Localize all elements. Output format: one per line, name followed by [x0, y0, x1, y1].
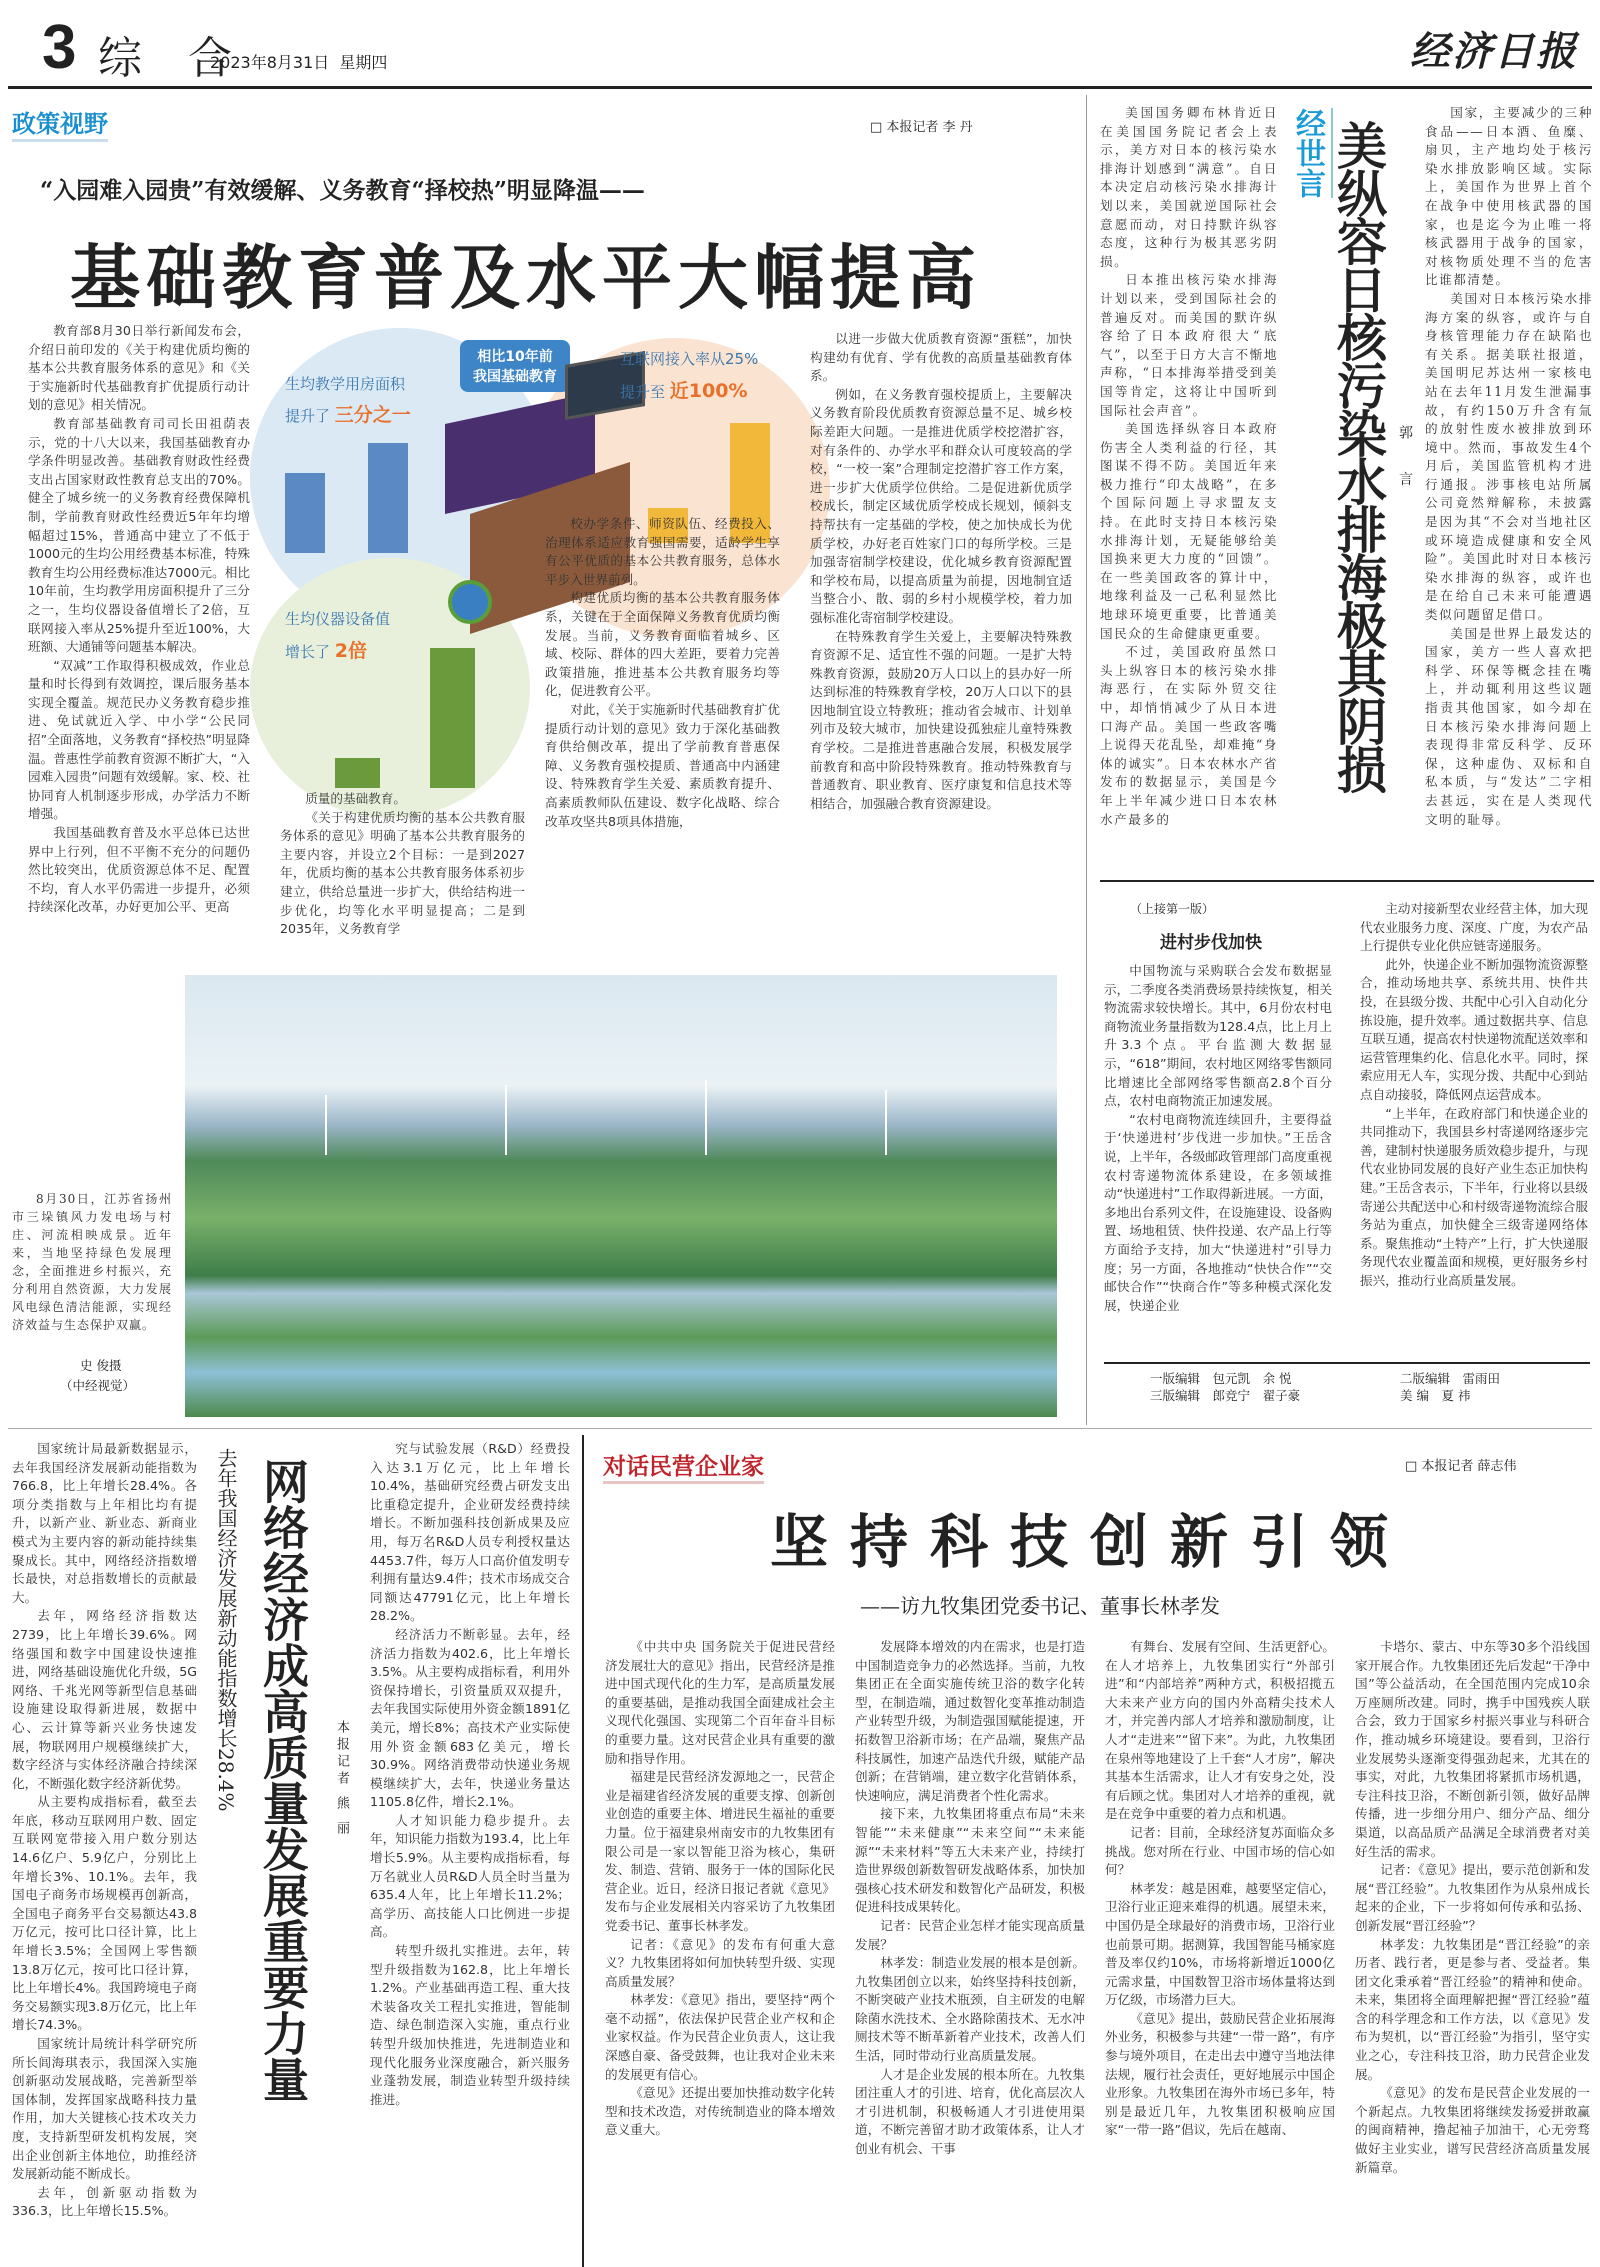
education-col-2 — [280, 790, 525, 942]
body-text — [810, 330, 1072, 813]
paragraph: 中国物流与采购联合会发布数据显示，二季度各类消费场景持续恢复，相关物流需求较快增长。其中，6月份农村电商物流业务量指数为128.4点，比上月上升3.3个点。平台监测大数据显示，“618”期间，农村地区网络零售额同比增速比全部网络零售额高2.8个百分点，农村电商物流正加速发展。 — [1104, 963, 1332, 1109]
editor-line: 美 编 夏 祎 — [1400, 1388, 1471, 1403]
commentary-author: 郭 言 — [1397, 425, 1413, 500]
commentary-right — [1425, 104, 1593, 874]
paragraph: 记者：《意见》提出，要示范创新和发展“晋江经验”。九牧集团作为从泉州成长起来的企业，下一步将如何传承和弘扬、创新发展“晋江经验”？ — [1355, 1862, 1590, 1933]
continued-note: （上接第一版） — [1130, 902, 1215, 916]
body-text — [1425, 104, 1593, 829]
education-col-3 — [545, 515, 780, 942]
globe-icon — [448, 580, 492, 624]
headline: 基础教育普及水平大幅提高 — [70, 237, 982, 319]
interview-col-2 — [855, 1638, 1085, 2267]
column-divider — [1086, 95, 1087, 1425]
network-headline: 网络经济成高质量发展重要力量 — [256, 1458, 310, 2102]
turbine-icon — [705, 1080, 707, 1155]
paragraph: “双减”工作取得积极成效，作业总量和时长得到有效调控，课后服务基本实现全覆盖。规范民办义务教育稳步推进、免试就近入学、中小学“公民同招”全面落地，义务教育“择校热”明显降温。普惠性学前教育资源不断扩大，“入园难入园贵”问题有效缓解。家、校、社协同育人机制逐步形成，办学活力不断增强。 — [28, 657, 250, 822]
stat-a-prefix: 提升了 — [285, 407, 331, 425]
network-col-1 — [12, 1440, 197, 2219]
body-text — [370, 1440, 570, 2109]
photo-source: （中经视觉） — [60, 1378, 136, 1393]
graphic-center-label: 相比10年前 我国基础教育 — [460, 340, 570, 392]
express-headline: 进村步伐加快 — [1160, 933, 1262, 953]
section-name: 综 合 — [98, 33, 248, 84]
stat-c-label: 生均仪器设备值 — [285, 610, 391, 628]
stat-c-prefix: 增长了 — [285, 643, 331, 661]
paragraph: 美国对日本核污染水排海方案的纵容，或许与自身核管理能力存在缺陷也有关系。据美联社报道，美国明尼苏达州一家核电站在去年11月发生泄漏事故，有约150万升含有氚的放射性废水被排放到环境中。然而，事故发生4个月后，美国监管机构才进行通报。涉事核电站所属公司竟然辩解称，未披露是因为其“不会对当地社区或环境造成健康和安全风险”。美国此时对日本核污染水排海的纵容，或许也是在给自己未来可能遭遇类似问题留足借口。 — [1425, 290, 1593, 623]
issue-date: 2023年8月31日 星期四 — [210, 53, 388, 72]
bar-a-before — [285, 473, 325, 553]
paragraph: “农村电商物流连续回升，主要得益于‘快递进村’步伐进一步加快。”王岳含说，上半年，各级邮政管理部门高度重视农村寄递物流体系建设，在多领域推动“快递进村”工作取得新进展。一方面，多地出台系列文件，在设施建设、设备购置、场地租赁、快件投递、农产品上行等方面给予支持，加大“快递进村”引导力度；另一方面，各地推动“快快合作”“交邮快合作”“快商合作”等多种模式深化发展，快递企业 — [1104, 1111, 1332, 1313]
caption-text: 8月30日，江苏省扬州市三垛镇风力发电场与村庄、河流相映成景。近年来，当地坚持绿色发展理念，全面推进乡村振兴，充分利用自然资源，大力发展风电绿色清洁能源，实现经济效益与生态保护双赢。 — [12, 1192, 172, 1332]
paragraph: 校办学条件、师资队伍、经费投入、治理体系适应教育强国需要，适龄学生享有公平优质的基本公共教育服务，总体水平步入世界前列。 — [545, 516, 780, 587]
paragraph: 从主要构成指标看，截至去年底，移动互联网用户数、固定互联网宽带接入用户数分别达14.6亿户、5.9亿户，分别比上年增长3%、10.1%。去年，我国电子商务市场规模再创新高，全国电子商务平台交易额达43.8万亿元，按可比口径计算，比上年增长3.5%；全国网上零售额13.8万亿元，按可比口径计算，比上年增长4%。我国跨境电子商务交易额实现3.8万亿元，比上年增长74.3%。 — [12, 1794, 197, 2033]
paragraph: 美国国务卿布林肯近日在美国国务院记者会上表示，美方对日本的核污染水排海计划感到“满意”。自日本决定启动核污染水排海计划以来，美国就逆国际社会意愿而动，对日持默许纵容态度，这种行为极其恶劣阴损。 — [1100, 105, 1278, 269]
newspaper-logo: 经济日报 — [1410, 28, 1578, 75]
body-text — [605, 1638, 835, 2140]
turbine-icon — [885, 1090, 887, 1155]
paragraph: 林孝发：越是困难，越要坚定信心，卫浴行业正迎来难得的机遇。展望未来，中国仍是全球最好的消费市场，卫浴行业也前景可期。据测算，我国智能马桶家庭普及率仅约10%，市场将新增近1000亿元需求量，中国数智卫浴市场体量将达到万亿级，市场潜力巨大。 — [1105, 1880, 1335, 2008]
paragraph: 记者：民营企业怎样才能实现高质量发展？ — [855, 1917, 1085, 1952]
editors-credits — [1150, 1370, 1590, 1404]
paragraph: 去年，创新驱动指数为336.3，比上年增长15.5%。 — [12, 2184, 197, 2219]
bar-a-after — [368, 443, 408, 553]
stat-b-prefix: 提升至 — [620, 383, 666, 401]
paragraph: 接下来，九牧集团将重点布局“未来智能”“未来健康”“未来空间”“未来能源”“未来材料”等五大未来产业，持续打造世界级创新数智研发战略体系，加快加强核心技术研发和数智化产品研发，积极促进科技成果转化。 — [855, 1806, 1085, 1915]
paragraph: 转型升级扎实推进。去年，转型升级指数为162.8，比上年增长1.2%。产业基础再造工程、重大技术装备攻关工程扎实推进，智能制造、绿色制造深入实施，重点行业转型升级加快推进，先进制造业和现代化服务业深度融合，新兴服务业蓬勃发展，制造业转型升级持续推进。 — [370, 1943, 570, 2107]
paragraph: 教育部8月30日举行新闻发布会，介绍日前印发的《关于构建优质均衡的基本公共教育服务体系的意见》和《关于实施新时代基础教育扩优提质行动计划的意见》相关情况。 — [28, 323, 250, 413]
paragraph: 对此，《关于实施新时代基础教育扩优提质行动计划的意见》致力于深化基础教育供给侧改革，提出了学前教育普惠保障、义务教育强校提质、普通高中内涵建设、特殊教育学生关爱、素质教育提升、高素质教师队伍建设、数字化战略、综合改革攻坚共8项具体措施， — [545, 701, 780, 829]
express-col-2 — [1360, 900, 1588, 1354]
paragraph: 有舞台、发展有空间、生活更舒心。在人才培养上，九牧集团实行“外部引进”和“内部培养”两种方式，积极招揽五大未来产业方向的国内外高精尖技术人才，并完善内部人才培养和激励制度，让人才“走进来”“留下来”。为此，九牧集团在泉州等地建设了上千套“人才房”，解决其基本生活需求，让人才有安身之处，没有后顾之忧。集团对人才培养的重视，就是在竞争中重要的着力点和机遇。 — [1105, 1639, 1335, 1822]
bar-c-before — [335, 758, 380, 788]
commentary-left — [1100, 104, 1278, 827]
paragraph: 人才知识能力稳步提升。去年，知识能力指数为193.4，比上年增长5.9%。从主要构成指标看，每万名就业人员R&D人员全时当量为635.4人年，比上年增长11.2%；高学历、高技能人口比例进一步提高。 — [370, 1812, 570, 1940]
paragraph: 记者：《意见》的发布有何重大意义？九牧集团将如何加快转型升级、实现高质量发展？ — [605, 1936, 835, 1989]
page-number: 3 — [42, 13, 77, 82]
education-col-4 — [810, 330, 1072, 942]
column-divider — [582, 1435, 584, 2267]
paragraph: 国家统计局统计科学研究所所长闾海琪表示，我国深入实施创新驱动发展战略，完善新型举国体制，发挥国家战略科技力量作用，加大关键核心技术攻关力度，支持新型研发机构发展，突出企业创新主体地位，助推经济发展新动能不断成长。 — [12, 2036, 197, 2182]
interview-headline: 坚持科技创新引领 — [770, 1508, 1411, 1576]
paragraph: 卡塔尔、蒙古、中东等30多个沿线国家开展合作。九牧集团还先后发起“干净中国”等公益活动，在全国范围内完成10余万座厕所改建。同时，携手中国残疾人联合会，致力于国家乡村振兴事业与科研合作，推动城乡环境建设。要看到，卫浴行业发展势头逐渐变得强劲起来，尤其在的事实，对此，九牧集团将紧抓市场机遇，专注科技卫浴，不断创新引领，做好品牌传播，进一步细分用户、细分产品、细分渠道，以高品质产品满足全球消费者对美好生活的需求。 — [1355, 1639, 1590, 1859]
body-text — [28, 322, 250, 917]
section-rule — [1100, 880, 1594, 882]
interview-column-tag: 对话民营企业家 — [603, 1448, 764, 1484]
interview-subtitle: ——访九牧集团党委书记、董事长林孝发 — [860, 1594, 1220, 1618]
editor-line: 一版编辑 包元凯 余 悦 — [1150, 1371, 1292, 1386]
commentary-column-tag: 经世言 — [1285, 108, 1333, 198]
paragraph: 美国是世界上最发达的国家，美方一些人喜欢把科学、环保等概念挂在嘴上，并动辄利用这些议题指责其他国家，如今却在日本核污染水排海问题上表现得非常反科学、反环保，这种虚伪、双标和自私本质，与“发达”二字相去甚远，实在是人类现代文明的耻辱。 — [1425, 625, 1593, 827]
body-text — [1100, 104, 1278, 829]
interview-col-1 — [605, 1638, 835, 2267]
turbine-icon — [505, 1085, 507, 1155]
turbine-icon — [325, 1095, 327, 1155]
network-col-2 — [370, 1440, 570, 2267]
paragraph: 以进一步做大优质教育资源“蛋糕”，加快构建幼有优育、学有优教的高质量基础教育体系。 — [810, 331, 1072, 384]
paragraph: 在特殊教育学生关爱上，主要解决特殊教育资源不足、适宜性不强的问题。一是扩大特殊教育资源，鼓励20万人口以上的县办好一所达到标准的特殊教育学校，20万人口以下的县因地制宜设立特教班；推动省会城市、计划单列市及较大城市，加快建设孤独症儿童特殊教育学校。二是推进普惠融合发展，积极发展学前教育和高中阶段特殊教育。推动特殊教育与普通教育、职业教育、医疗康复和信息技术等相结合，加强融合教育资源建设。 — [810, 628, 1072, 811]
paragraph: 林孝发：《意见》指出，要坚持“两个毫不动摇”，依法保护民营企业产权和企业家权益。作为民营企业负责人，这让我深感自豪、备受鼓舞，也让我对企业未来的发展更有信心。 — [605, 1992, 835, 2082]
paragraph: 福建是民营经济发源地之一，民营企业是福建省经济发展的重要支撑、创新创业创造的重要主体、增进民生福祉的重要力量。位于福建泉州南安市的九牧集团有限公司是一家以智能卫浴为核心，集研发、制造、营销、服务于一体的国际化民营企业。近日，经济日报记者就《意见》发布与企业发展相关内容采访了九牧集团党委书记、董事长林孝发。 — [605, 1769, 835, 1933]
header-rule — [8, 86, 1592, 89]
paragraph: 《关于构建优质均衡的基本公共教育服务体系的意见》明确了基本公共教育服务的主要内容，并设立2个目标：一是到2027年，优质均衡的基本公共教育服务体系初步建立，供给总量进一步扩大，供给结构进一步优化，均等化水平明显提高；二是到2035年，义务教育学 — [280, 809, 525, 937]
paragraph: 国家，主要减少的三种食品——日本酒、鱼糜、扇贝，主产地均处于核污染水排放影响区域。实际上，美国作为世界上首个在战争中使用核武器的国家，也是迄今为止唯一将核武器用于战争的国家，对核物质处理不当的危害比谁都清楚。 — [1425, 105, 1593, 288]
paragraph: 《意见》提出，鼓励民营企业拓展海外业务，积极参与共建“一带一路”，有序参与境外项目，在走出去中遵守当地法律法规，履行社会责任，更好地展示中国企业形象。九牧集团在海外市场已多年，特别是最近几年，九牧集团积极响应国家“一带一路”倡议，先后在越南、 — [1105, 2010, 1335, 2138]
paragraph: 构建优质均衡的基本公共教育服务体系，关键在于全面保障义务教育优质均衡发展。当前，义务教育面临着城乡、区域、校际、群体的四大差距，要着力完善政策措施，推进基本公共教育服务均等化，促进教育公平。 — [545, 590, 780, 699]
paragraph: 质量的基础教育。 — [305, 791, 406, 806]
wind-farm-photo — [185, 975, 1057, 1417]
paragraph: 教育部基础教育司司长田祖荫表示，党的十八大以来，我国基础教育办学条件明显改善。基础教育财政性经费支出占国家财政性教育总支出的70%。健全了城乡统一的义务教育经费保障机制，学前教育财政性经费近5年年均增幅超过15%，普通高中建立了不低于1000元的生均公用经费基本标准，特殊教育生均公用经费标准达7000元。相比10年前，生均教学用房面积提升了三分之一，生均仪器设备值增长了2倍，互联网接入率从25%提升至近100%，大班额、大通铺等问题基本解决。 — [28, 415, 250, 655]
paragraph: 《意见》的发布是民营企业发展的一个新起点。九牧集团将继续发扬爱拼敢赢的闽商精神，撸起袖子加油干，心无旁骛做好主业实业，谱写民营经济高质量发展新篇章。 — [1355, 2085, 1590, 2175]
body-text — [1355, 1638, 1590, 2177]
paragraph: 国家统计局最新数据显示，去年我国经济发展新动能指数为766.8，比上年增长28.4%。各项分类指数与上年相比均有提升，以新产业、新业态、新商业模式为主要内容的新动能持续集聚成长。其中，网络经济指数增长最快，对总指数增长的贡献最大。 — [12, 1441, 197, 1605]
bar-c-after — [430, 648, 475, 788]
paragraph: 经济活力不断彰显。去年，经济活力指数为402.6，比上年增长3.5%。从主要构成指标看，利用外资保持增长，引资量质双双提升，去年我国实际使用外资金额1891亿美元，增长8%；高技术产业实际使用外资金额683亿美元，增长30.9%。网络消费带动快递业务规模继续扩大，去年，快递业务量达1105.8亿件，增长2.1%。 — [370, 1626, 570, 1810]
paragraph: 《意见》还提出要加快推动数字化转型和技术改造，对传统制造业的降本增效意义重大。 — [605, 2085, 835, 2138]
body-text — [545, 515, 780, 831]
express-col-1 — [1104, 962, 1332, 1354]
lower-section-rule — [8, 1428, 1592, 1429]
body-text — [1105, 1638, 1335, 2140]
body-text — [280, 790, 525, 939]
body-text — [1104, 962, 1332, 1315]
interview-byline: □ 本报记者 薛志伟 — [1405, 1459, 1517, 1474]
interview-col-4 — [1355, 1638, 1590, 2267]
education-col-1 — [28, 322, 250, 942]
paragraph: 记者：目前，全球经济复苏面临众多挑战。您对所在行业、中国市场的信心如何？ — [1105, 1824, 1335, 1878]
byline: □ 本报记者 李 丹 — [870, 120, 973, 135]
paragraph: 例如，在义务教育强校提质上，主要解决义务教育阶段优质教育资源总量不足、城乡校际差距大问题。一是推进优质学校挖潜扩容，对有条件的、办学水平和群众认可度较高的学校，“一校一案”合理制定挖潜扩容工作方案，进一步扩大优质学位供给。二是促进新优质学校成长，制定区域优质学校成长规划，倾斜支持帮扶有一定基础的学校，使之加快成长为优质学校，办好老百姓家门口的每所学校。三是加强寄宿制学校建设，优化城乡教育资源配置和学校布局，以提高质量为前提，因地制宜适当整合小、散、弱的乡村小规模学校，着力加强标准化寄宿制学校建设。 — [810, 386, 1072, 625]
stat-b-value: 近100% — [669, 380, 748, 402]
paragraph: 究与试验发展（R&D）经费投入达3.1万亿元，比上年增长10.4%，基础研究经费占研发支出比重稳定提升，企业研发经费持续增长。不断加强科技创新成果及应用，每万名R&D人员专利授权量达4453.7件，每万人口高价值发明专利拥有量达9.4件；技术市场成交合同额达47791亿元，比上年增长28.2%。 — [370, 1441, 570, 1624]
stat-a-label: 生均教学用房面积 — [285, 375, 406, 393]
paragraph: 日本推出核污染水排海计划以来，受到国际社会的普遍反对。而美国的默许纵容给了日本政府很大“底气”，以至于日方大言不惭地声称，“日本排海举措受到美国等肯定，这将让中国听到国际社会声音”。 — [1100, 272, 1278, 418]
paragraph: “上半年，在政府部门和快递企业的共同推动下，我国县乡村寄递网络逐步完善，建制村快递服务质效稳步提升，与现代农业协同发展的良好产业生态正加快构建。”王岳含表示，下半年，行业将以县级寄递公共配送中心和村级寄递物流综合服务站为重点，加快健全三级寄递网络体系。聚焦推动“土特产”上行，扩大快递服务现代农业覆盖面和规模，更好服务乡村振兴，推动行业高质量发展。 — [1360, 1105, 1588, 1288]
stat-b-label: 互联网接入率从25% — [620, 350, 759, 368]
body-text — [855, 1638, 1085, 2159]
paragraph: 林孝发：制造业发展的根本是创新。九牧集团创立以来，始终坚持科技创新，不断突破产业技术瓶颈，自主研发的电解除菌水洗技术、全水路除菌技术、无水冲厕技术等不断革新着产业技术，改善人们生活，同时带动行业高质量发展。 — [855, 1955, 1085, 2064]
network-subtitle: 去年我国经济发展新动能指数增长28.4% — [214, 1448, 238, 1812]
paragraph: 林孝发：九牧集团是“晋江经验”的亲历者、践行者，更是参与者、受益者。集团文化秉承着“晋江经验”的精神和使命。未来，集团将全面理解把握“晋江经验”蕴含的科学理念和工作方法，以《意见》发布为契机，以“晋江经验”为指引，坚守实业之心，专注科技卫浴，助力民营企业发展。 — [1355, 1936, 1590, 2082]
paragraph: 此外，快递企业不断加强物流资源整合，推动场地共享、系统共用、快件共投，在县级分拨、共配中心引入自动化分拣设施，提升效率。通过数据共享、信息互联互通，提高农村快递物流配送效率和运营管理集约化、信息化水平。同时，探索应用无人车，实现分拨、共配中心到站点自动接驳，降低网点运营成本。 — [1360, 956, 1588, 1102]
interview-col-3 — [1105, 1638, 1335, 2267]
editor-line: 二版编辑 雷雨田 — [1400, 1371, 1501, 1386]
paragraph: 主动对接新型农业经营主体，加大现代农业服务力度、深度、广度，为农产品上行提供专业化供应链寄递服务。 — [1360, 901, 1588, 954]
paragraph: 我国基础教育普及水平总体已达世界中上行列，但不平衡不充分的问题仍然比较突出，优质资源总体不足、配置不均，育人水平仍需进一步提升，必须持续深化改革，办好更加公平、更高 — [28, 825, 250, 915]
paragraph: 人才是企业发展的根本所在。九牧集团注重人才的引进、培育，优化高层次人才引进机制，积极畅通人才引进使用渠道，不断完善留才助才政策体系，让人才创业有机会、干事 — [855, 2066, 1085, 2157]
network-byline: 本报记者 熊 丽 — [334, 1720, 349, 1839]
photo-caption — [12, 1190, 172, 1350]
stat-c-value: 2倍 — [334, 640, 368, 662]
paragraph: 不过，美国政府虽然口头上纵容日本的核污染水排海恶行，在实际外贸交往中，却悄悄减少了从日本进口海产品。美国一些政客嘴上说得天花乱坠，却难掩“身体的诚实”。日本农林水产省发布的数据显示，美国是今年上半年减少进口日本农林水产最多的 — [1100, 644, 1278, 827]
photo-credit: 史 俊摄 — [80, 1358, 122, 1373]
commentary-headline: 美纵容日核污染水排海极其阴损 — [1329, 120, 1387, 792]
editor-line: 三版编辑 郎竞宁 翟子豪 — [1150, 1388, 1301, 1403]
body-text — [1360, 900, 1588, 1290]
paragraph: 《中共中央 国务院关于促进民营经济发展壮大的意见》指出，民营经济是推进中国式现代化的生力军，是高质量发展的重要基础，是推动我国全面建成社会主义现代化强国、实现第二个百年奋斗目标的重要力量。这对民营企业具有重要的激励和指导作用。 — [605, 1639, 835, 1766]
editors-rule — [1104, 1362, 1590, 1364]
paragraph: 去年，网络经济指数达2739，比上年增长39.6%。网络强国和数字中国建设快速推进，网络基础设施优化升级，5G网络、千兆光网等新型信息基础设施建设取得新进展，数据中心、云计算等新兴业务快速发展，物联网用户规模继续扩大，数字经济与实体经济融合持续深化，不断强化数字经济新优势。 — [12, 1608, 197, 1791]
body-text — [12, 1440, 197, 2221]
kicker: “入园难入园贵”有效缓解、义务教育“择校热”明显降温—— — [40, 177, 645, 204]
column-tag: 政策视野 — [12, 104, 108, 142]
paragraph: 美国选择纵容日本政府伤害全人类利益的行径，其图谋不得不防。美国近年来极力推行“印太战略”，在多个国际问题上寻求盟友支持。在此时支持日本核污染水排海计划，无疑能够给美国换来更大力度的“回馈”。在一些美国政客的算计中，地缘利益及一己私利显然比地球环境更重要，比普通美国民众的生命健康更重要。 — [1100, 421, 1278, 641]
stat-a-value: 三分之一 — [334, 404, 411, 426]
paragraph: 发展降本增效的内在需求，也是打造中国制造竞争力的必然选择。当前，九牧集团正在全面实施传统卫浴的数字化转型，在制造端，通过数智化变革推动制造产业转型升级，为制造强国赋能提速，开拓数智卫浴新市场；在产品端，聚焦产品科技属性，加速产品迭代升级，赋能产品创新；在营销端，建立数字化营销体系，快速响应，满足消费者个性化需求。 — [855, 1639, 1085, 1803]
